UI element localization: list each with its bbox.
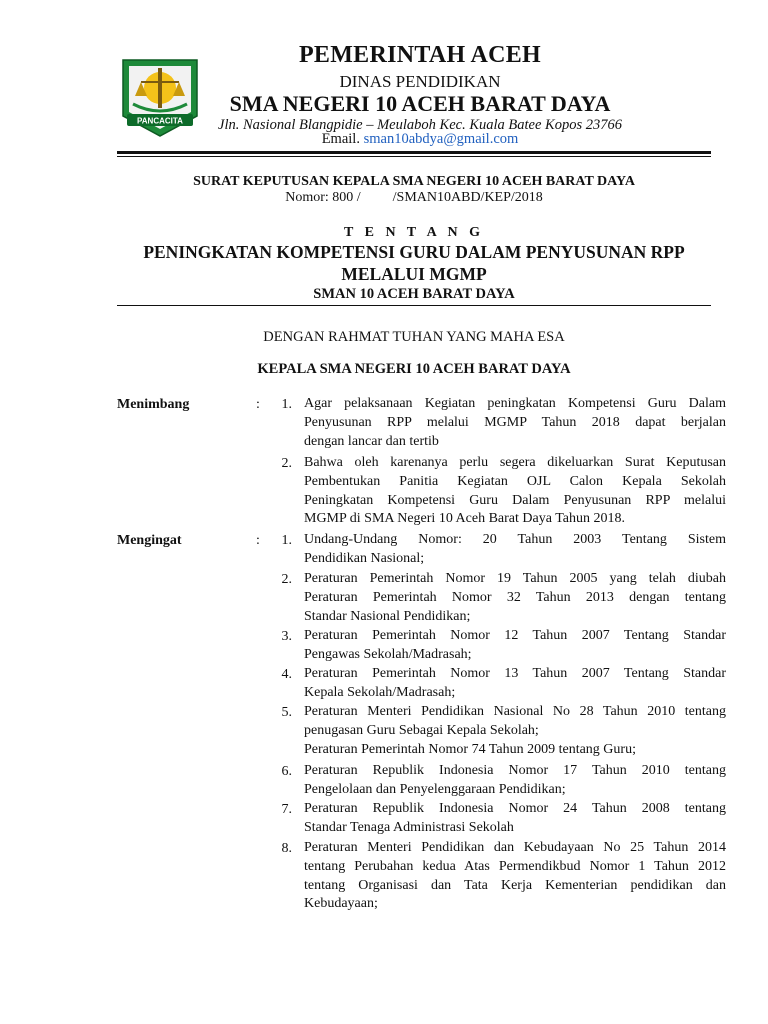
mengingat-item-number: 5.	[281, 705, 292, 720]
issuer-line: KEPALA SMA NEGERI 10 ACEH BARAT DAYA	[257, 361, 571, 377]
mengingat-label: Mengingat	[117, 533, 182, 548]
text-line: penugasan Guru Sebagai Kepala Sekolah;	[304, 722, 539, 738]
mengingat-item-text	[304, 627, 726, 665]
school-emblem-logo	[119, 58, 201, 138]
decree-number-label: Nomor: 800 /	[285, 190, 361, 205]
subject-divider	[117, 305, 711, 306]
subject-line-1: PENINGKATAN KOMPETENSI GURU DALAM PENYUSUNAN RPP	[143, 242, 685, 262]
school-name: SMA NEGERI 10 ACEH BARAT DAYA	[229, 91, 611, 116]
mengingat-colon: :	[256, 533, 260, 548]
text-line: tentang Perubahan kedua Atas Permendikbud Nomor 1 Tahun 2012	[304, 858, 726, 874]
menimbang-item-text	[304, 454, 726, 529]
text-line: Peraturan Pemerintah Nomor 19 Tahun 2005 yang telah diubah	[304, 571, 726, 586]
menimbang-item-number: 1.	[281, 397, 292, 412]
text-line: Pendidikan Nasional;	[304, 550, 425, 566]
mengingat-item-number: 4.	[281, 667, 292, 682]
text-line: Standar Tenaga Administrasi Sekolah	[304, 819, 514, 835]
text-line: Peningkatan Kompetensi Guru Dalam Penyusunan RPP melalui	[304, 492, 726, 508]
mengingat-item-number: 8.	[281, 841, 292, 856]
text-line: Pembentukan Panitia Kegiatan OJL Calon Kepala Sekolah	[304, 473, 726, 489]
blessing-line: DENGAN RAHMAT TUHAN YANG MAHA ESA	[263, 329, 565, 345]
menimbang-label: Menimbang	[117, 397, 190, 412]
mengingat-item-number: 7.	[281, 802, 292, 817]
text-line: Pengelolaan dan Penyelenggaraan Pendidikan;	[304, 781, 566, 797]
text-line: tentang Organisasi dan Tata Kerja Kementerian pendidikan dan	[304, 877, 726, 893]
text-line: Penyusunan RPP melalui MGMP Tahun 2018 dapat berjalan	[304, 414, 726, 430]
government-title: PEMERINTAH ACEH	[298, 42, 542, 68]
decree-number	[117, 190, 711, 206]
text-line: Peraturan Republik Indonesia Nomor 24 Tahun 2008 tentang	[304, 801, 726, 816]
text-line: Pengawas Sekolah/Madrasah;	[304, 646, 472, 662]
text-line: Bahwa oleh karenanya perlu segera dikeluarkan Surat Keputusan	[304, 455, 726, 470]
school-address: Jln. Nasional Blangpidie – Meulaboh Kec. Kuala Batee Kopos 23766	[218, 117, 622, 133]
letterhead-divider-thick	[117, 151, 711, 154]
about-heading: T E N T A N G	[344, 225, 484, 240]
text-line: Agar pelaksanaan Kegiatan peningkatan Kompetensi Guru Dalam	[304, 396, 726, 411]
text-line: Peraturan Pemerintah Nomor 32 Tahun 2013 dengan tentang	[304, 589, 726, 605]
decree-title: SURAT KEPUTUSAN KEPALA SMA NEGERI 10 ACEH BARAT DAYA	[193, 174, 635, 189]
mengingat-item-text	[304, 531, 726, 569]
email-label: Email.	[321, 131, 360, 147]
text-line: Undang-Undang Nomor: 20 Tahun 2003 Tentang Sistem	[304, 532, 726, 547]
mengingat-item-text	[304, 703, 726, 759]
letterhead-divider-thin	[117, 156, 711, 157]
subject-line-3: SMAN 10 ACEH BARAT DAYA	[313, 286, 515, 302]
subject-line-2: MELALUI MGMP	[341, 264, 487, 284]
mengingat-item-number: 1.	[281, 533, 292, 548]
mengingat-item-text	[304, 800, 726, 838]
agency-name: DINAS PENDIDIKAN	[339, 72, 501, 91]
text-line: Peraturan Pemerintah Nomor 74 Tahun 2009 tentang Guru;	[304, 741, 636, 757]
email-link[interactable]: sman10abdya@gmail.com	[363, 131, 519, 147]
text-line: Kebudayaan;	[304, 896, 378, 912]
mengingat-item-text	[304, 762, 726, 800]
email-line	[200, 131, 640, 148]
text-line: Peraturan Pemerintah Nomor 12 Tahun 2007 Tentang Standar	[304, 628, 726, 643]
text-line: Standar Nasional Pendidikan;	[304, 608, 471, 624]
menimbang-colon: :	[256, 397, 260, 412]
mengingat-item-number: 2.	[281, 572, 292, 587]
mengingat-item-number: 6.	[281, 764, 292, 779]
decree-number-suffix: /SMAN10ABD/KEP/2018	[392, 190, 543, 205]
text-line: Peraturan Menteri Pendidikan Nasional No 28 Tahun 2010 tentang	[304, 704, 726, 719]
text-line: MGMP di SMA Negeri 10 Aceh Barat Daya Tahun 2018.	[304, 511, 625, 527]
text-line: Peraturan Pemerintah Nomor 13 Tahun 2007 Tentang Standar	[304, 666, 726, 681]
menimbang-item-text	[304, 395, 726, 451]
text-line: Peraturan Republik Indonesia Nomor 17 Tahun 2010 tentang	[304, 763, 726, 778]
mengingat-item-text	[304, 839, 726, 914]
menimbang-item-number: 2.	[281, 456, 292, 471]
mengingat-item-number: 3.	[281, 629, 292, 644]
text-line: Kepala Sekolah/Madrasah;	[304, 684, 456, 700]
text-line: dengan lancar dan tertib	[304, 433, 439, 449]
mengingat-item-text	[304, 665, 726, 703]
text-line: Peraturan Menteri Pendidikan dan Kebudayaan No 25 Tahun 2014	[304, 840, 726, 855]
mengingat-item-text	[304, 570, 726, 626]
logo-label: PANCACITA	[137, 116, 183, 126]
